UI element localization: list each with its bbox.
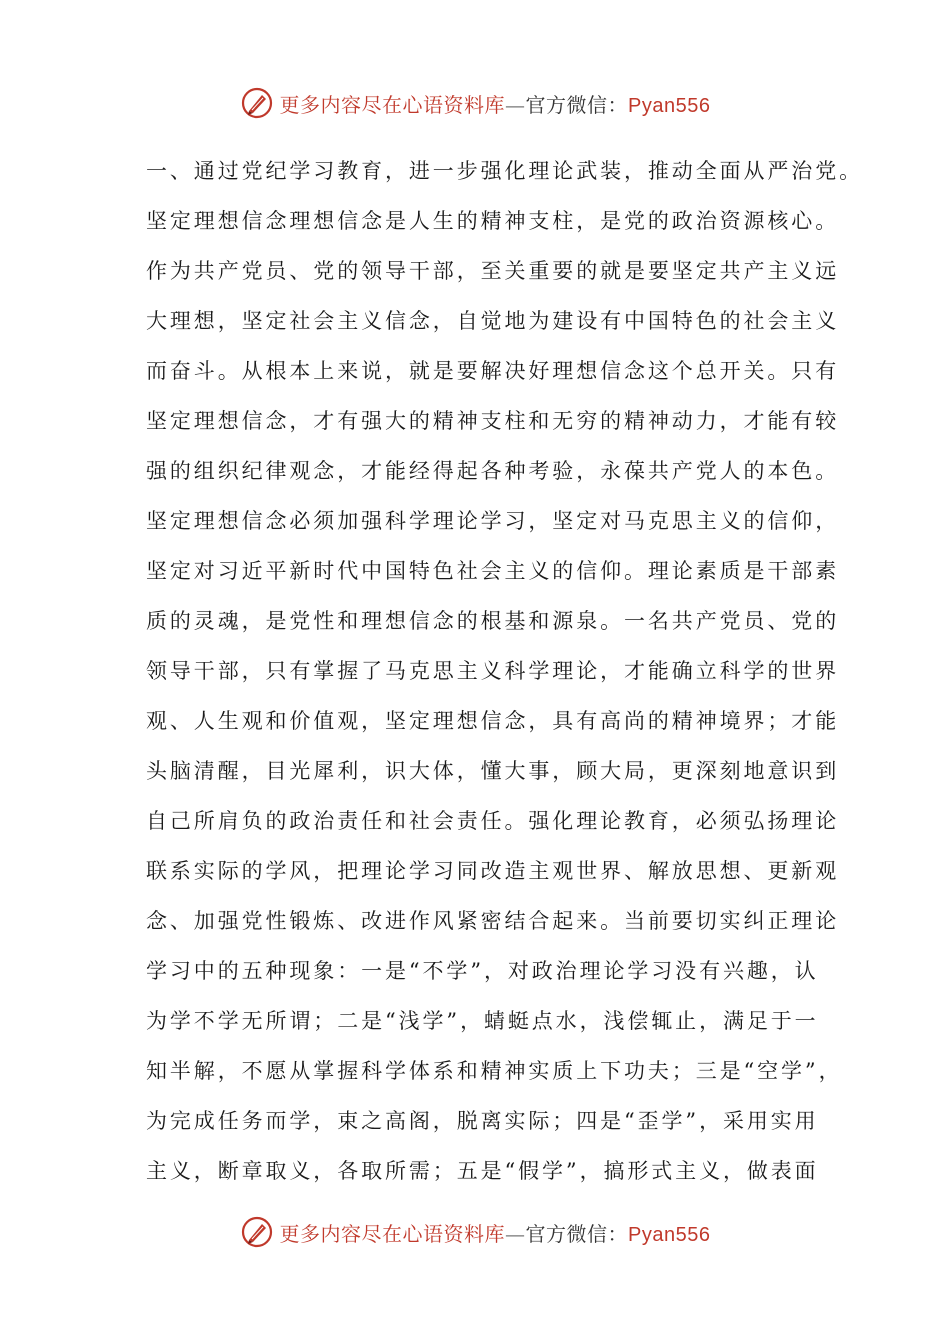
banner-text <box>280 1218 711 1247</box>
body-text-line: 观、人生观和价值观，坚定理想信念，具有高尚的精神境界；才能 <box>146 709 840 733</box>
body-text-line: 头脑清醒，目光犀利，识大体，懂大事，顾大局，更深刻地意识到 <box>146 759 840 783</box>
body-text-line: 学习中的五种现象：一是“不学”，对政治理论学习没有兴趣，认 <box>146 959 819 983</box>
body-text-line: 坚定对习近平新时代中国特色社会主义的信仰。理论素质是干部素 <box>146 559 840 583</box>
body-text-line: 自己所肩负的政治责任和社会责任。强化理论教育，必须弘扬理论 <box>146 809 840 833</box>
body-text-line: 坚定理想信念必须加强科学理论学习，坚定对马克思主义的信仰， <box>146 509 840 533</box>
banner-site-name: 更多内容尽在心语资料库 <box>279 92 506 117</box>
body-text-line: 质的灵魂，是党性和理想信念的根基和源泉。一名共产党员、党的 <box>146 609 840 633</box>
document-body <box>146 146 863 1196</box>
banner-site-name: 更多内容尽在心语资料库 <box>279 1221 506 1246</box>
body-text-line: 念、加强党性锻炼、改进作风紧密结合起来。当前要切实纠正理论 <box>146 909 840 933</box>
banner-label: 官方微信： <box>525 1221 629 1246</box>
banner-text <box>280 89 711 118</box>
body-text-line: 为学不学无所谓；二是“浅学”，蜻蜓点水，浅偿辄止，满足于一 <box>146 1009 819 1033</box>
body-text-line: 坚定理想信念，才有强大的精神支柱和无穷的精神动力，才能有较 <box>146 409 840 433</box>
body-text-line: 联系实际的学风，把理论学习同改造主观世界、解放思想、更新观 <box>146 859 840 883</box>
pen-nib-logo-icon <box>240 86 274 120</box>
body-text-line: 而奋斗。从根本上来说，就是要解决好理想信念这个总开关。只有 <box>146 359 840 383</box>
banner-label: 官方微信： <box>525 92 629 117</box>
body-text-line: 为完成任务而学，束之高阁，脱离实际；四是“歪学”，采用实用 <box>146 1109 819 1133</box>
body-text-line: 大理想，坚定社会主义信念，自觉地为建设有中国特色的社会主义 <box>146 309 840 333</box>
banner-account: Pyan556 <box>628 94 711 117</box>
banner-dash: — <box>505 1221 526 1246</box>
body-text-line: 知半解，不愿从掌握科学体系和精神实质上下功夫；三是“空学”， <box>146 1059 843 1083</box>
body-text-line: 坚定理想信念理想信念是人生的精神支柱，是党的政治资源核心。 <box>146 209 840 233</box>
body-text-line: 一、通过党纪学习教育，进一步强化理论武装，推动全面从严治党。 <box>146 159 863 183</box>
header-watermark-banner <box>0 83 950 123</box>
body-text-line: 强的组织纪律观念，才能经得起各种考验，永葆共产党人的本色。 <box>146 459 840 483</box>
banner-account: Pyan556 <box>628 1223 711 1246</box>
body-text-line: 作为共产党员、党的领导干部，至关重要的就是要坚定共产主义远 <box>146 259 840 283</box>
body-text-line: 领导干部，只有掌握了马克思主义科学理论，才能确立科学的世界 <box>146 659 840 683</box>
footer-watermark-banner <box>0 1212 950 1252</box>
body-text-line: 主义，断章取义，各取所需；五是“假学”，搞形式主义，做表面 <box>146 1159 819 1183</box>
banner-dash: — <box>505 92 526 117</box>
pen-nib-logo-icon <box>240 1215 274 1249</box>
